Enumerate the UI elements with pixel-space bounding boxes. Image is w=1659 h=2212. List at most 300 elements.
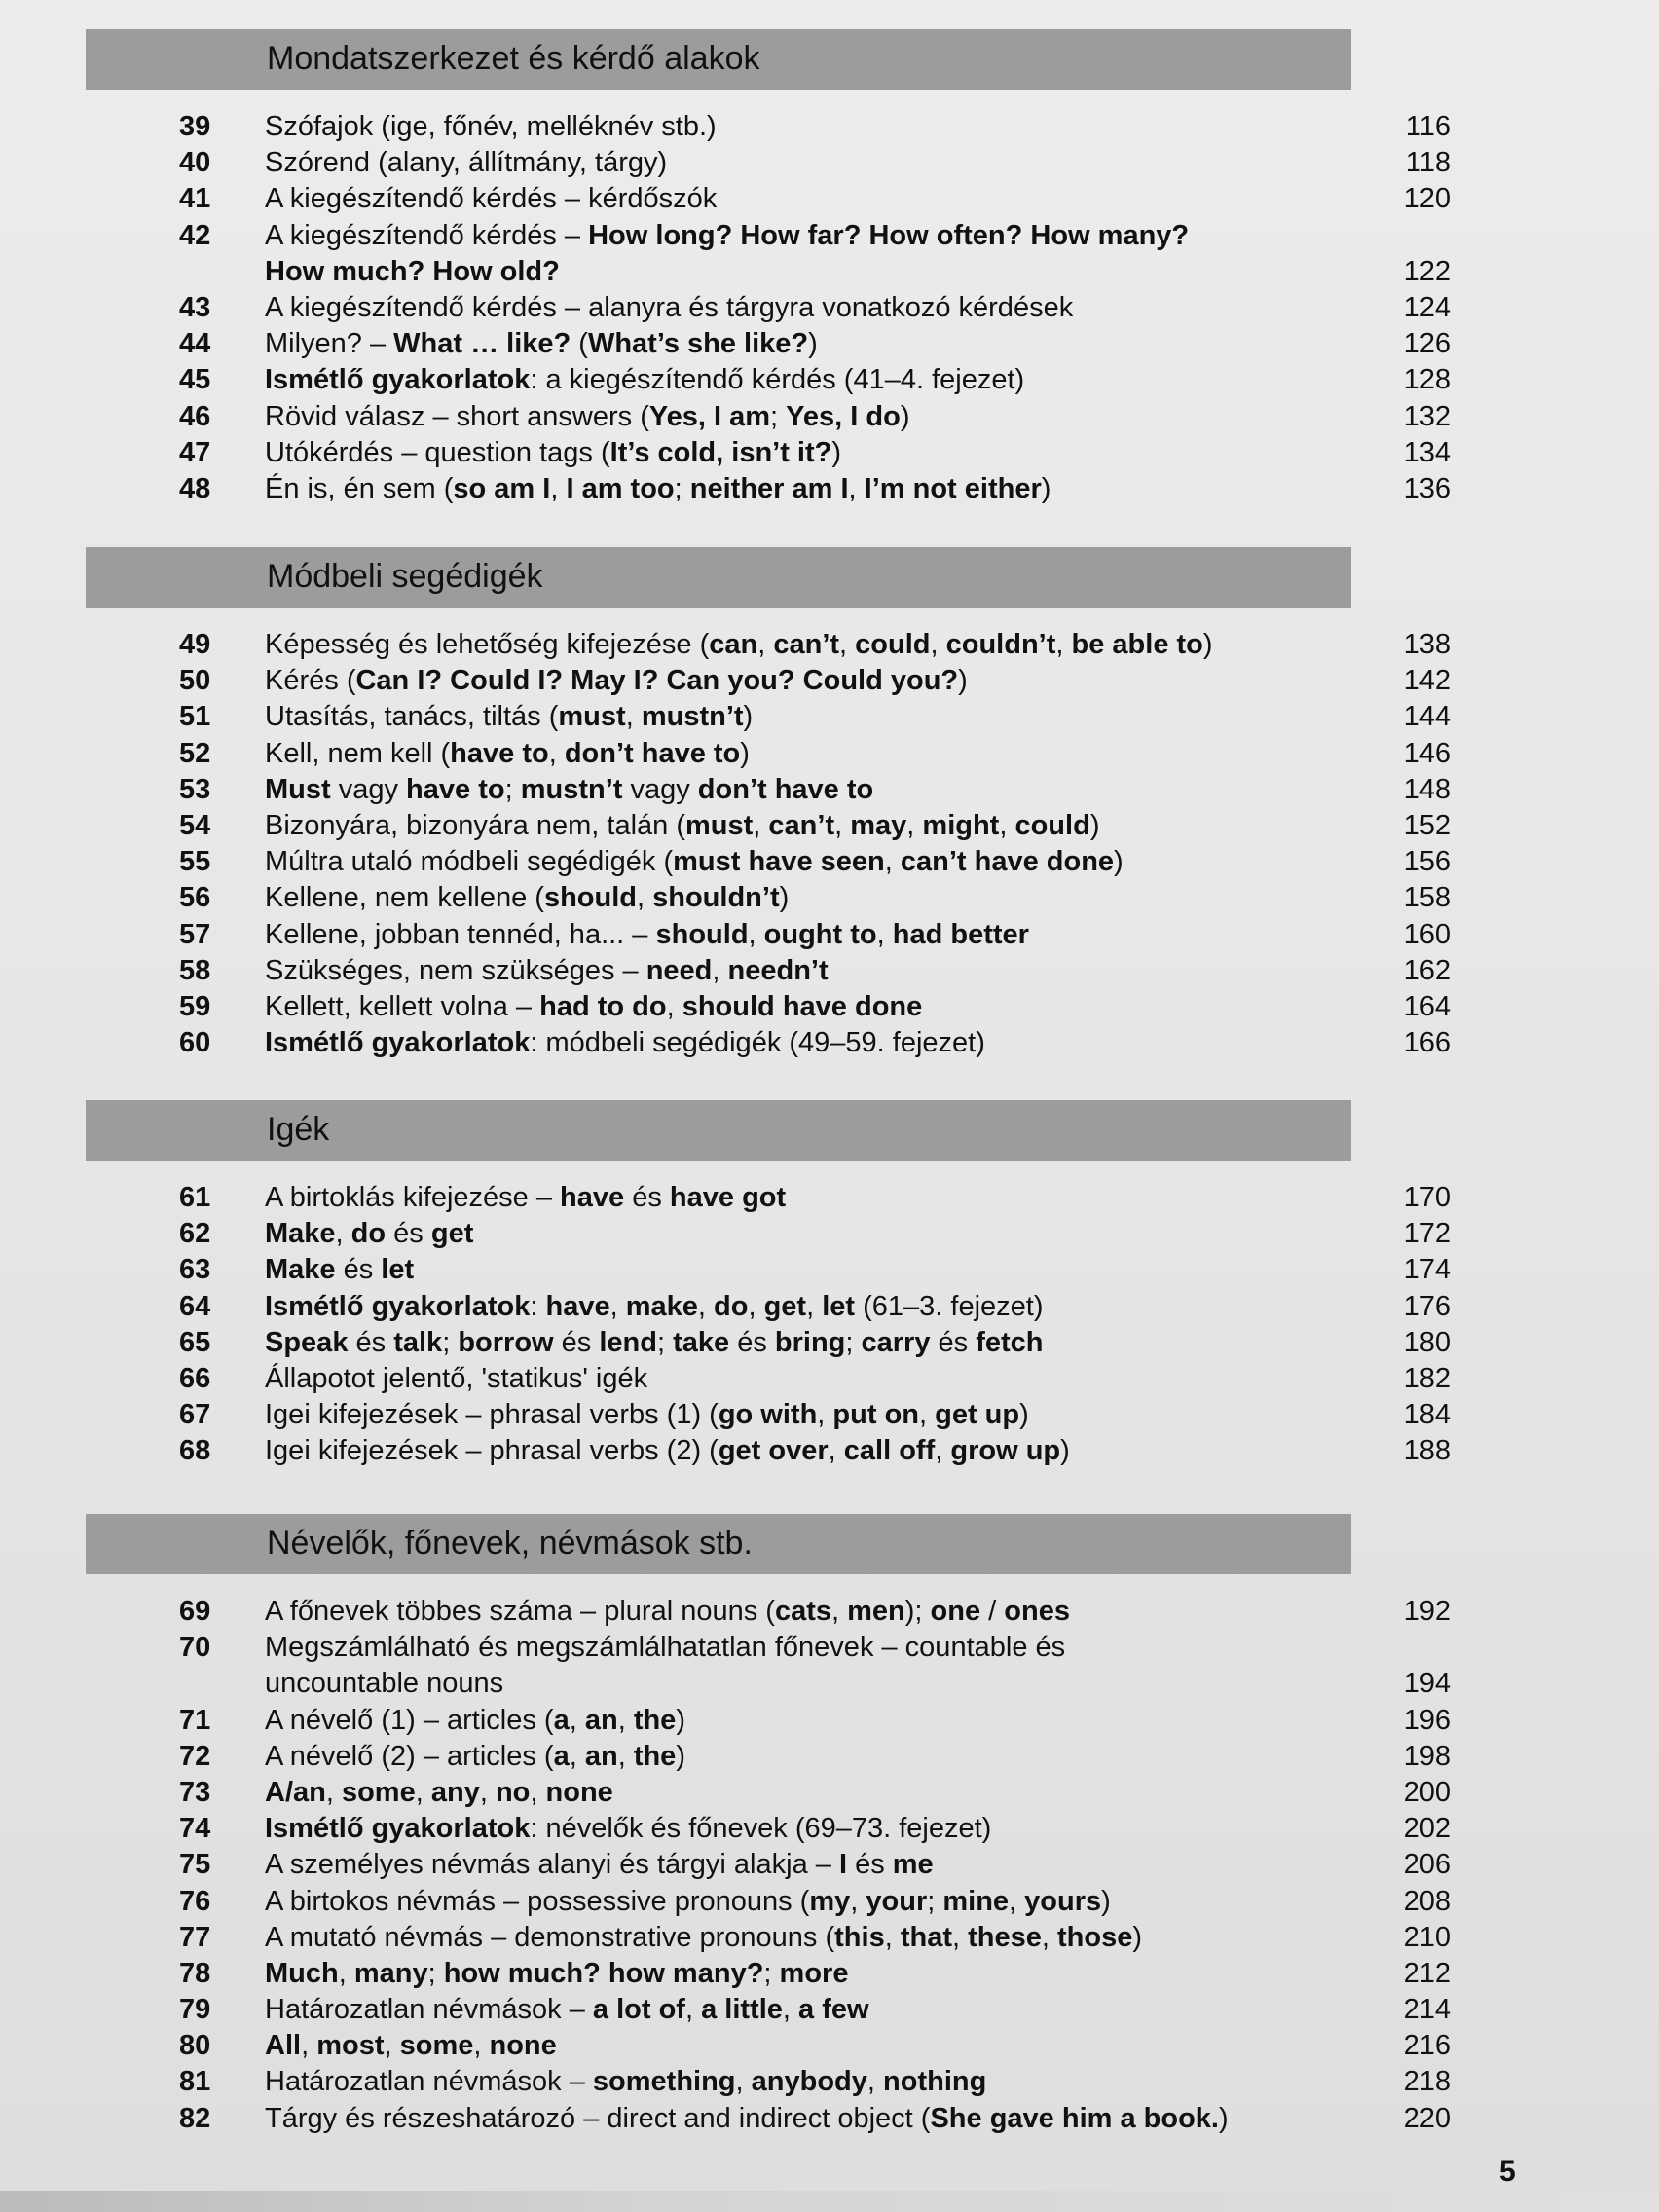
text-segment: , xyxy=(325,1776,342,1808)
text-segment: ) xyxy=(831,436,842,468)
text-segment: ) xyxy=(676,1740,685,1772)
chapter-title xyxy=(265,1433,1355,1469)
text-segment: , xyxy=(569,1704,585,1736)
text-segment: Megszámlálható és megszámlálhatatlan főnevek – countable és xyxy=(265,1632,1066,1664)
toc-entry[interactable] xyxy=(0,1216,1659,1252)
bold-text-segment: have to xyxy=(406,773,505,805)
text-segment: ; xyxy=(770,400,787,432)
text-segment: , xyxy=(666,990,682,1022)
bold-text-segment: had to do xyxy=(539,990,667,1022)
text-segment: és xyxy=(553,1326,600,1358)
text-segment: A mutató névmás – demonstrative pronouns ( xyxy=(265,1921,835,1953)
text-segment: , xyxy=(415,1776,431,1808)
chapter-title xyxy=(265,1920,1355,1956)
bold-text-segment: make xyxy=(625,1290,698,1322)
bold-text-segment: fetch xyxy=(976,1326,1044,1358)
bold-text-segment: none xyxy=(489,2030,557,2062)
bold-text-segment: Much xyxy=(265,1957,339,1989)
page-number: 180 xyxy=(1403,1326,1451,1358)
text-segment: ; xyxy=(504,773,521,805)
chapter-number: 77 xyxy=(179,1921,211,1953)
bold-text-segment: should have done xyxy=(682,990,923,1022)
section-header-bar xyxy=(86,1100,1351,1161)
text-segment: , xyxy=(930,629,946,660)
chapter-title-line xyxy=(265,2101,1355,2137)
chapter-number: 71 xyxy=(179,1704,211,1736)
chapter-title xyxy=(265,699,1355,735)
chapter-title-line xyxy=(265,1289,1355,1325)
chapter-title-line xyxy=(265,435,1355,471)
toc-entry[interactable] xyxy=(0,1433,1659,1469)
page-number: 172 xyxy=(1403,1218,1451,1250)
toc-entry[interactable] xyxy=(0,181,1659,217)
toc-entry[interactable] xyxy=(0,663,1659,699)
bold-text-segment: How much? How old? xyxy=(265,255,560,287)
text-segment: , xyxy=(830,1596,848,1627)
bold-text-segment: should xyxy=(655,918,749,950)
toc-entry[interactable] xyxy=(0,989,1659,1025)
text-segment: és xyxy=(930,1326,977,1358)
chapter-title xyxy=(265,471,1355,507)
toc-entry[interactable] xyxy=(0,917,1659,953)
bold-text-segment: anybody xyxy=(751,2066,867,2098)
chapter-title-line xyxy=(265,1361,1355,1397)
toc-entry[interactable] xyxy=(0,290,1659,326)
text-segment: Igei kifejezések – phrasal verbs (2) ( xyxy=(265,1435,719,1467)
chapter-title xyxy=(265,1775,1355,1811)
chapter-number: 44 xyxy=(179,328,211,360)
text-segment: A birtoklás kifejezése – xyxy=(265,1182,561,1213)
chapter-title-line xyxy=(265,362,1355,398)
text-segment: Kérés ( xyxy=(265,665,356,697)
bold-text-segment: be able to xyxy=(1071,629,1203,660)
bold-text-segment: I xyxy=(838,1849,848,1881)
bold-text-segment: a xyxy=(553,1740,570,1772)
chapter-title xyxy=(265,2064,1355,2100)
text-segment: , xyxy=(753,809,769,841)
bold-text-segment: Ismétlő gyakorlatok xyxy=(265,1027,531,1059)
page-number: 194 xyxy=(1403,1668,1451,1700)
text-segment: , xyxy=(817,1399,833,1431)
bold-text-segment: some xyxy=(341,1776,416,1808)
text-segment: ); xyxy=(904,1596,931,1627)
bold-text-segment: must have seen xyxy=(673,846,885,878)
chapter-number: 48 xyxy=(179,472,211,504)
text-segment: , xyxy=(697,1290,715,1322)
chapter-number: 64 xyxy=(179,1290,211,1322)
text-segment: , xyxy=(834,809,851,841)
text-segment: ) xyxy=(1041,472,1051,504)
chapter-title xyxy=(265,880,1355,916)
chapter-title xyxy=(265,1180,1355,1216)
bold-text-segment: the xyxy=(633,1704,677,1736)
text-segment: , xyxy=(876,918,893,950)
page-number: 160 xyxy=(1403,918,1451,950)
chapter-title-line xyxy=(265,326,1355,362)
bold-text-segment: don’t have to xyxy=(697,773,874,805)
text-segment: , xyxy=(1055,629,1072,660)
chapter-title-line xyxy=(265,736,1355,772)
text-segment: ; xyxy=(674,472,690,504)
chapter-number: 40 xyxy=(179,147,211,179)
page-number: 156 xyxy=(1403,846,1451,878)
text-segment: Határozatlan névmások – xyxy=(265,2066,593,2098)
bold-text-segment: mine xyxy=(942,1885,1010,1917)
chapter-number: 47 xyxy=(179,436,211,468)
text-segment: : módbeli segédigék (49–59. fejezet) xyxy=(530,1027,985,1059)
toc-entry[interactable] xyxy=(0,471,1659,507)
text-segment: ) xyxy=(1060,1435,1070,1467)
chapter-title xyxy=(265,1289,1355,1325)
chapter-title xyxy=(265,218,1355,290)
chapter-number: 46 xyxy=(179,400,211,432)
chapter-title xyxy=(265,1811,1355,1847)
toc-entry[interactable] xyxy=(0,1811,1659,1847)
text-segment: A névelő (1) – articles ( xyxy=(265,1704,554,1736)
text-segment: , xyxy=(335,1218,351,1250)
chapter-title-line xyxy=(265,399,1355,435)
chapter-title-line xyxy=(265,953,1355,989)
text-segment: , xyxy=(712,954,728,986)
text-segment: ; xyxy=(656,1326,674,1358)
chapter-number: 80 xyxy=(179,2030,211,2062)
page-number: 136 xyxy=(1403,472,1451,504)
text-segment: , xyxy=(884,1921,901,1953)
chapter-title xyxy=(265,1594,1355,1630)
bold-text-segment: could xyxy=(1014,809,1090,841)
toc-entry[interactable] xyxy=(0,2028,1659,2064)
toc-entry[interactable] xyxy=(0,218,1659,290)
chapter-title-line xyxy=(265,989,1355,1025)
toc-entry[interactable] xyxy=(0,435,1659,471)
chapter-number: 69 xyxy=(179,1596,211,1627)
bold-text-segment: borrow xyxy=(458,1326,554,1358)
bold-text-segment: your xyxy=(866,1885,928,1917)
bold-text-segment: many xyxy=(353,1957,428,1989)
chapter-title xyxy=(265,989,1355,1025)
text-segment: Tárgy és részeshatározó – direct and indirect object ( xyxy=(265,2102,931,2134)
bold-text-segment: carry xyxy=(861,1326,931,1358)
page-number: 174 xyxy=(1403,1254,1451,1286)
text-segment: Kellene, nem kellene ( xyxy=(265,882,544,914)
toc-entry[interactable] xyxy=(0,808,1659,844)
bold-text-segment: these xyxy=(968,1921,1042,1953)
toc-entry[interactable] xyxy=(0,1630,1659,1702)
text-segment: Igei kifejezések – phrasal verbs (1) ( xyxy=(265,1399,719,1431)
text-segment: , xyxy=(906,809,923,841)
chapter-title xyxy=(265,1252,1355,1288)
chapter-number: 53 xyxy=(179,773,211,805)
bold-text-segment: bring xyxy=(774,1326,846,1358)
chapter-title xyxy=(265,1361,1355,1397)
toc-entry[interactable] xyxy=(0,1361,1659,1397)
chapter-number: 62 xyxy=(179,1218,211,1250)
chapter-title xyxy=(265,145,1355,181)
chapter-title-line xyxy=(265,145,1355,181)
page-number: 216 xyxy=(1403,2030,1451,2062)
bold-text-segment: have xyxy=(545,1290,610,1322)
chapter-number: 52 xyxy=(179,737,211,769)
text-segment: , xyxy=(479,1776,496,1808)
bold-text-segment: neither am I xyxy=(689,472,849,504)
text-segment: ) xyxy=(958,665,968,697)
toc-entry[interactable] xyxy=(0,1594,1659,1630)
chapter-title-line xyxy=(265,627,1355,663)
section-entries xyxy=(0,109,1659,507)
toc-entry[interactable] xyxy=(0,1775,1659,1811)
text-segment: vagy xyxy=(330,773,407,805)
chapter-number: 81 xyxy=(179,2066,211,2098)
chapter-number: 76 xyxy=(179,1885,211,1917)
bold-text-segment: those xyxy=(1057,1921,1133,1953)
chapter-title-line xyxy=(265,2064,1355,2100)
page-number: 220 xyxy=(1403,2102,1451,2134)
text-segment: és xyxy=(847,1849,893,1881)
section-title: Mondatszerkezet és kérdő alakok xyxy=(267,40,760,77)
chapter-number: 39 xyxy=(179,111,211,142)
toc-entry[interactable] xyxy=(0,1703,1659,1739)
toc-entry[interactable] xyxy=(0,362,1659,398)
page-number: 132 xyxy=(1403,400,1451,432)
text-segment: : xyxy=(530,1290,546,1322)
chapter-title-line xyxy=(265,1025,1355,1061)
toc-entry[interactable] xyxy=(0,1180,1659,1216)
bold-text-segment: Speak xyxy=(265,1326,349,1358)
section-entries xyxy=(0,1594,1659,2137)
text-segment: és xyxy=(335,1254,382,1286)
chapter-title xyxy=(265,399,1355,435)
page-number: 158 xyxy=(1403,882,1451,914)
page-number: 122 xyxy=(1403,255,1451,287)
text-segment: , xyxy=(1041,1921,1058,1953)
chapter-title xyxy=(265,1847,1355,1883)
page-number: 188 xyxy=(1403,1435,1451,1467)
text-segment: ) xyxy=(1019,1399,1029,1431)
text-segment: Határozatlan névmások – xyxy=(265,1994,593,2026)
chapter-number: 57 xyxy=(179,918,211,950)
bold-text-segment: had better xyxy=(892,918,1029,950)
bold-text-segment: a little xyxy=(701,1994,783,2026)
page-number: 134 xyxy=(1403,436,1451,468)
toc-entry[interactable] xyxy=(0,736,1659,772)
toc-entry[interactable] xyxy=(0,1025,1659,1061)
bold-text-segment: could xyxy=(855,629,931,660)
page-number: 176 xyxy=(1403,1290,1451,1322)
page-number: 196 xyxy=(1403,1704,1451,1736)
toc-entry[interactable] xyxy=(0,699,1659,735)
chapter-number: 68 xyxy=(179,1435,211,1467)
toc-entry[interactable] xyxy=(0,1920,1659,1956)
text-segment: ; xyxy=(427,1957,444,1989)
text-segment: , xyxy=(384,2030,400,2062)
chapter-title-line xyxy=(265,880,1355,916)
bold-text-segment: a few xyxy=(798,1994,869,2026)
toc-entry[interactable] xyxy=(0,880,1659,916)
page-number: 164 xyxy=(1403,990,1451,1022)
page-number: 116 xyxy=(1405,111,1451,142)
text-segment: ; xyxy=(845,1326,862,1358)
text-segment: ) xyxy=(1218,2102,1229,2134)
bold-text-segment: an xyxy=(584,1704,618,1736)
bold-text-segment: let xyxy=(822,1290,856,1322)
toc-entry[interactable] xyxy=(0,772,1659,808)
chapter-number: 63 xyxy=(179,1254,211,1286)
chapter-title-line xyxy=(265,808,1355,844)
text-segment: Bizonyára, bizonyára nem, talán ( xyxy=(265,809,685,841)
chapter-title xyxy=(265,736,1355,772)
bold-text-segment: Ismétlő gyakorlatok xyxy=(265,364,531,396)
text-segment: Kell, nem kell ( xyxy=(265,737,451,769)
section-header-bar xyxy=(86,547,1351,608)
bold-text-segment: How long? How far? How often? How many? xyxy=(588,219,1190,251)
chapter-title xyxy=(265,772,1355,808)
chapter-title-line xyxy=(265,1992,1355,2028)
chapter-title xyxy=(265,1025,1355,1061)
bold-text-segment: get xyxy=(430,1218,474,1250)
text-segment: Képesség és lehetőség kifejezése ( xyxy=(265,629,710,660)
page-number: 192 xyxy=(1403,1596,1451,1627)
chapter-title xyxy=(265,109,1355,145)
toc-entry[interactable] xyxy=(0,627,1659,663)
text-segment: A birtokos névmás – possessive pronouns ( xyxy=(265,1885,810,1917)
text-segment: ) xyxy=(808,328,818,360)
chapter-title-line xyxy=(265,663,1355,699)
toc-entry[interactable] xyxy=(0,1992,1659,2028)
page-number: 144 xyxy=(1403,701,1451,733)
chapter-number: 74 xyxy=(179,1813,211,1845)
bold-text-segment: can xyxy=(709,629,758,660)
bold-text-segment: What’s she like? xyxy=(587,328,809,360)
chapter-title xyxy=(265,808,1355,844)
chapter-title-line xyxy=(265,1884,1355,1920)
bold-text-segment: must xyxy=(685,809,754,841)
chapter-title xyxy=(265,627,1355,663)
toc-entry[interactable] xyxy=(0,1252,1659,1288)
section-title: Igék xyxy=(267,1111,330,1148)
text-segment: ) xyxy=(900,400,910,432)
bold-text-segment: needn’t xyxy=(727,954,829,986)
footer-page-number: 5 xyxy=(1499,2156,1516,2188)
toc-entry[interactable] xyxy=(0,326,1659,362)
toc-entry[interactable] xyxy=(0,399,1659,435)
bold-text-segment: must xyxy=(558,701,626,733)
text-segment: ( xyxy=(571,328,588,360)
chapter-title-line xyxy=(265,254,1355,290)
page-number: 184 xyxy=(1403,1399,1451,1431)
toc-entry[interactable] xyxy=(0,1739,1659,1775)
text-segment: Kellett, kellett volna – xyxy=(265,990,540,1022)
bold-text-segment: Yes, I am xyxy=(648,400,771,432)
chapter-number: 72 xyxy=(179,1740,211,1772)
text-segment: A személyes névmás alanyi és tárgyi alakja – xyxy=(265,1849,839,1881)
bold-text-segment: don’t have to xyxy=(564,737,741,769)
text-segment: , xyxy=(748,918,764,950)
chapter-title-line xyxy=(265,1847,1355,1883)
section-entries xyxy=(0,627,1659,1061)
bold-text-segment: get up xyxy=(935,1399,1020,1431)
section-header-bar xyxy=(86,1514,1351,1574)
bold-text-segment: Make xyxy=(265,1254,336,1286)
text-segment: , xyxy=(782,1994,799,2026)
chapter-number: 55 xyxy=(179,846,211,878)
page-number: 128 xyxy=(1403,364,1451,396)
chapter-title xyxy=(265,1703,1355,1739)
text-segment: Szórend (alany, állítmány, tárgy) xyxy=(265,147,668,179)
text-segment: , xyxy=(1009,1885,1025,1917)
bold-text-segment: nothing xyxy=(883,2066,987,2098)
bold-text-segment: can’t xyxy=(773,629,840,660)
chapter-title xyxy=(265,1216,1355,1252)
chapter-title-line xyxy=(265,1739,1355,1775)
toc-entry[interactable] xyxy=(0,1884,1659,1920)
chapter-title-line xyxy=(265,1811,1355,1847)
page-number: 210 xyxy=(1403,1921,1451,1953)
toc-entry[interactable] xyxy=(0,1956,1659,1992)
text-segment: és xyxy=(624,1182,670,1213)
text-segment: ) xyxy=(1089,809,1100,841)
chapter-number: 43 xyxy=(179,291,211,323)
chapter-title-line xyxy=(265,1666,1355,1702)
chapter-title-line xyxy=(265,1956,1355,1992)
bold-text-segment: ought to xyxy=(763,918,877,950)
chapter-title xyxy=(265,2028,1355,2064)
text-segment: ; xyxy=(763,1957,780,1989)
chapter-number: 60 xyxy=(179,1027,211,1059)
toc-entry[interactable] xyxy=(0,1397,1659,1433)
text-segment: , xyxy=(684,1994,702,2026)
bold-text-segment: Ismétlő gyakorlatok xyxy=(265,1813,531,1845)
text-segment: Kellene, jobban tennéd, ha... – xyxy=(265,918,656,950)
text-segment: , xyxy=(637,882,653,914)
page-number: 218 xyxy=(1403,2066,1451,2098)
toc-entry[interactable] xyxy=(0,844,1659,880)
text-segment: , xyxy=(338,1957,354,1989)
bold-text-segment: let xyxy=(381,1254,415,1286)
text-segment: uncountable nouns xyxy=(265,1668,504,1700)
bold-text-segment: mustn’t xyxy=(520,773,623,805)
chapter-title-line xyxy=(265,1397,1355,1433)
page-number: 208 xyxy=(1403,1885,1451,1917)
toc-entry[interactable] xyxy=(0,1847,1659,1883)
bold-text-segment: might xyxy=(922,809,1000,841)
text-segment: , xyxy=(617,1740,634,1772)
bold-text-segment: A/an xyxy=(265,1776,326,1808)
chapter-number: 54 xyxy=(179,809,211,841)
chapter-title-line xyxy=(265,1216,1355,1252)
chapter-title-line xyxy=(265,1433,1355,1469)
toc-entry[interactable] xyxy=(0,1325,1659,1361)
section-header-bar xyxy=(86,29,1351,90)
toc-entry[interactable] xyxy=(0,1289,1659,1325)
toc-entry[interactable] xyxy=(0,109,1659,145)
toc-entry[interactable] xyxy=(0,953,1659,989)
bold-text-segment: Make xyxy=(265,1218,336,1250)
bold-text-segment: men xyxy=(847,1596,905,1627)
toc-entry[interactable] xyxy=(0,145,1659,181)
chapter-number: 75 xyxy=(179,1849,211,1881)
bold-text-segment: lend xyxy=(599,1326,657,1358)
text-segment: , xyxy=(999,809,1015,841)
chapter-number: 66 xyxy=(179,1362,211,1394)
page-number: 152 xyxy=(1403,809,1451,841)
bold-text-segment: a lot of xyxy=(592,1994,685,2026)
text-segment: , xyxy=(617,1704,634,1736)
text-segment: ) xyxy=(1132,1921,1143,1953)
page-number: 120 xyxy=(1403,183,1451,215)
toc-entry[interactable] xyxy=(0,2064,1659,2100)
page-number: 146 xyxy=(1403,737,1451,769)
toc-entry[interactable] xyxy=(0,2101,1659,2137)
